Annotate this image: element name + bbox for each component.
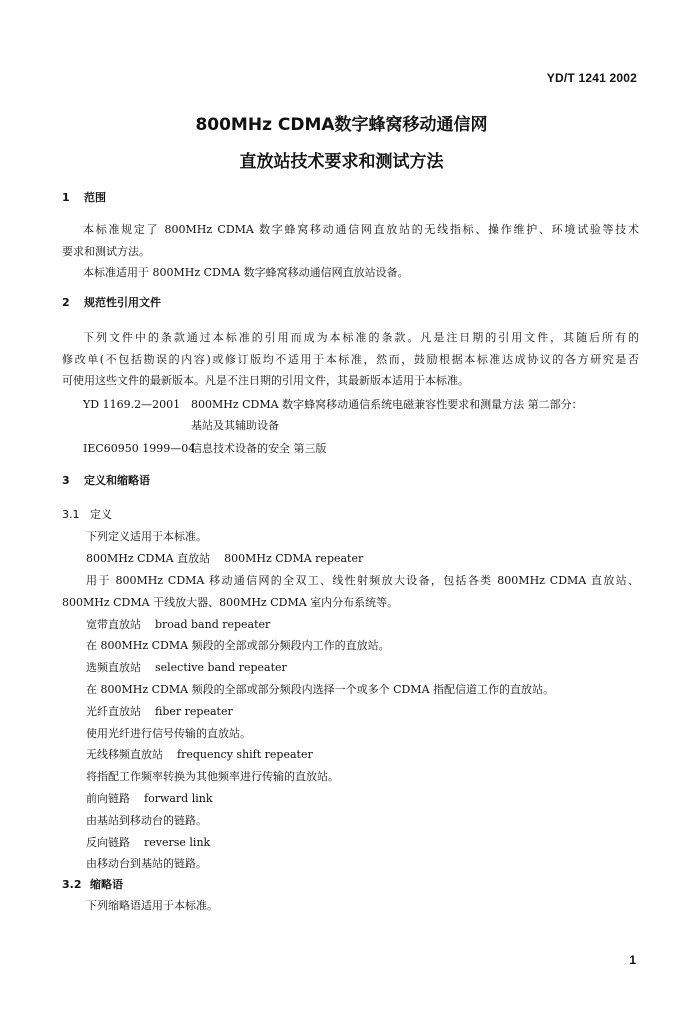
term-chinese: 无线移频直放站 (86, 748, 163, 761)
section-3-heading (62, 474, 150, 488)
subsection-3-1-heading (62, 508, 112, 522)
subsection-number: 3.1 (62, 508, 80, 521)
section-title: 范围 (84, 191, 106, 204)
reference-title-continued: 基站及其辅助设备 (191, 419, 279, 432)
page-number: 1 (629, 953, 636, 967)
section-2-paragraph-line-2: 修改单(不包括勘误的内容)或修订版均不适用于本标准，然而，鼓励根据本标准达成协议的各方研究是否 (62, 353, 639, 366)
subsection-title: 缩略语 (90, 878, 123, 891)
term-english: fiber repeater (155, 705, 233, 718)
title-line-2: 直放站技术要求和测试方法 (239, 152, 444, 172)
term-english: selective band repeater (155, 661, 287, 674)
section-number: 1 (62, 191, 70, 204)
reference-title: 信息技术设备的安全 第三版 (191, 442, 327, 455)
term-chinese: 800MHz CDMA 直放站 (86, 552, 211, 565)
section-1-paragraph-2: 本标准适用于 800MHz CDMA 数字蜂窝移动通信网直放站设备。 (83, 266, 409, 279)
term-chinese: 反向链路 (86, 836, 130, 849)
term-chinese: 选频直放站 (86, 661, 141, 674)
subsection-3-2-heading (62, 878, 123, 892)
section-2-heading (62, 296, 161, 310)
section-title: 定义和缩略语 (84, 474, 150, 487)
section-1-heading (62, 191, 106, 205)
section-2-paragraph-line-3: 可使用这些文件的最新版本。凡是不注日期的引用文件，其最新版本适用于本标准。 (62, 374, 469, 387)
term (86, 836, 210, 850)
term-english: broad band repeater (155, 618, 271, 631)
section-number: 2 (62, 296, 70, 309)
section-1-paragraph-1-line-1: 本标准规定了 800MHz CDMA 数字蜂窝移动通信网直放站的无线指标、操作维护、环境试验等技术 (83, 223, 639, 236)
term-definition: 将指配工作频率转换为其他频率进行传输的直放站。 (86, 770, 339, 783)
term (86, 661, 287, 675)
term (86, 618, 270, 632)
reference-item (83, 442, 327, 456)
term-definition-line-2: 800MHz CDMA 干线放大器、800MHz CDMA 室内分布系统等。 (62, 596, 399, 609)
subsection-number: 3.2 (62, 878, 82, 891)
term-definition-line-1: 用于 800MHz CDMA 移动通信网的全双工、线性射频放大设备，包括各类 800MHz CDMA 直放站、 (86, 574, 639, 587)
standard-code: YD/T 1241 2002 (546, 71, 637, 85)
reference-title: 800MHz CDMA 数字蜂窝移动通信系统电磁兼容性要求和测量方法 第二部分： (191, 398, 583, 411)
subsection-title: 定义 (90, 508, 112, 521)
title-line-1: 800MHz CDMA数字蜂窝移动通信网 (195, 115, 488, 135)
term-definition: 由基站到移动台的链路。 (86, 814, 207, 827)
reference-item (83, 398, 583, 412)
term (86, 705, 233, 719)
term-english: reverse link (144, 836, 211, 849)
term (86, 748, 313, 762)
definitions-intro: 下列定义适用于本标准。 (86, 530, 207, 543)
term-chinese: 前向链路 (86, 792, 130, 805)
term (86, 552, 363, 566)
term-english: frequency shift repeater (177, 748, 313, 761)
term-definition: 使用光纤进行信号传输的直放站。 (86, 727, 251, 740)
term-definition: 在 800MHz CDMA 频段的全部或部分频段内选择一个或多个 CDMA 指配信道工作的直放站。 (86, 683, 555, 696)
term-chinese: 光纤直放站 (86, 705, 141, 718)
term-english: forward link (144, 792, 213, 805)
section-number: 3 (62, 474, 70, 487)
term-definition: 在 800MHz CDMA 频段的全部或部分频段内工作的直放站。 (86, 639, 390, 652)
reference-code: IEC60950 1999—04 (83, 442, 196, 455)
reference-code: YD 1169.2—2001 (83, 398, 181, 411)
abbreviations-intro: 下列缩略语适用于本标准。 (86, 899, 218, 912)
section-1-paragraph-1-line-2: 要求和测试方法。 (62, 245, 150, 258)
term-chinese: 宽带直放站 (86, 618, 141, 631)
term-english: 800MHz CDMA repeater (224, 552, 364, 565)
section-title: 规范性引用文件 (84, 296, 161, 309)
term-definition: 由移动台到基站的链路。 (86, 857, 207, 870)
section-2-paragraph-line-1: 下列文件中的条款通过本标准的引用而成为本标准的条款。凡是注日期的引用文件，其随后所有的 (83, 331, 639, 344)
term (86, 792, 213, 806)
